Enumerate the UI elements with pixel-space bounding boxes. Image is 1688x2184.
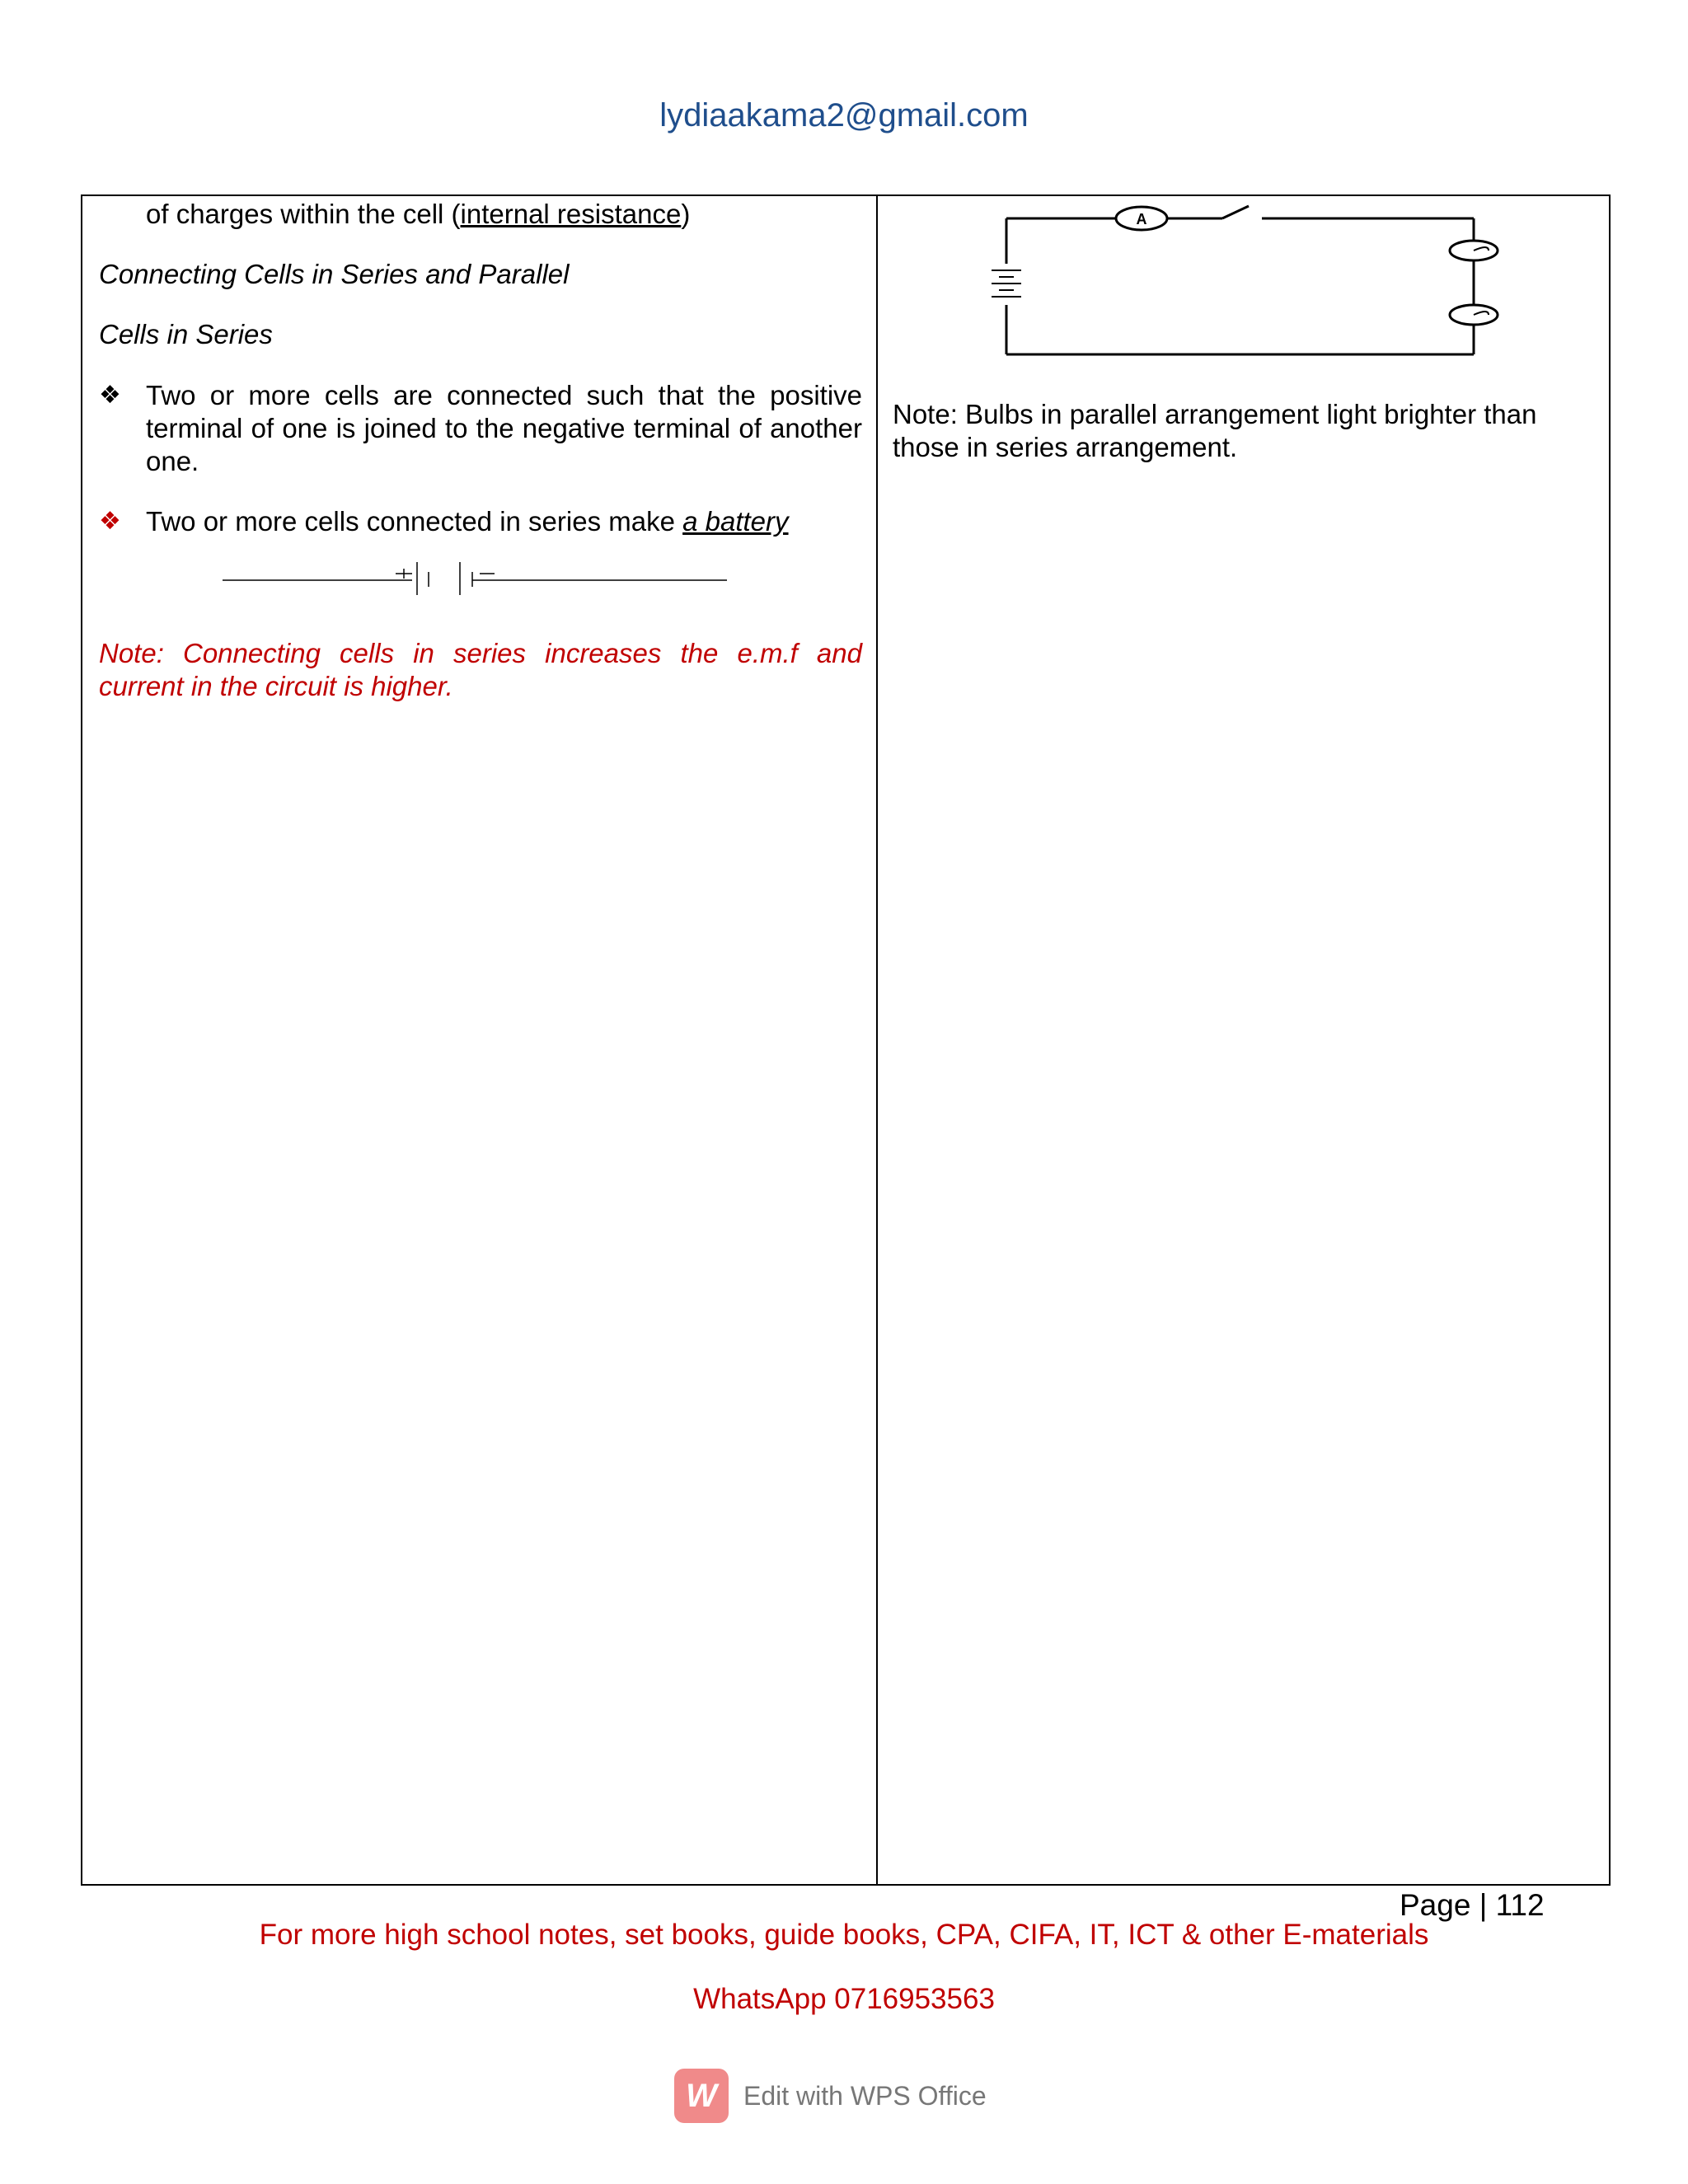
subsection-heading: Cells in Series [99,319,273,349]
diamond-cluster-icon: ❖ [99,382,121,409]
section-heading: Connecting Cells in Series and Parallel [99,259,570,289]
bulb-icon [1450,305,1498,325]
bullet-prefix: Two or more cells connected in series make [146,506,683,537]
whatsapp-line: WhatsApp 0716953563 [693,1983,995,2015]
battery-symbol [223,555,734,602]
promo-line: For more high school notes, set books, guide books, CPA, CIFA, IT, ICT & other E-materials [259,1919,1429,1951]
column-divider [876,196,878,1884]
bulb-icon [1450,241,1498,260]
internal-resistance-term: internal resistance [460,199,682,229]
continuation-suffix: ) [681,199,691,229]
page-number: Page | 112 [1400,1888,1545,1922]
wps-label: Edit with WPS Office [743,2080,987,2111]
bullet-text [146,505,862,538]
series-note: Note: Connecting cells in series increases the e.m.f and current in the circuit is higher. [99,638,862,701]
note-label: Note [893,399,950,429]
parallel-note [893,398,1568,464]
notes-table [81,194,1611,1886]
battery-term: a battery [682,506,789,537]
continuation-line [146,198,690,231]
wps-logo-icon: W [674,2069,729,2123]
cell-stack [992,270,1021,297]
ammeter-label: A [1136,211,1147,227]
wps-edit-button[interactable] [674,2069,987,2123]
circuit-diagram [992,198,1519,363]
continuation-prefix: of charges within the cell ( [146,199,461,229]
diamond-cluster-icon: ❖ [99,508,121,535]
note-text: : Bulbs in parallel arrangement light brighter than those in series arrangement. [893,399,1537,462]
header-email[interactable]: lydiaakama2@gmail.com [659,97,1029,134]
bullet-text: Two or more cells are connected such that the positive terminal of one is joined to the negative terminal of another one. [146,380,862,476]
